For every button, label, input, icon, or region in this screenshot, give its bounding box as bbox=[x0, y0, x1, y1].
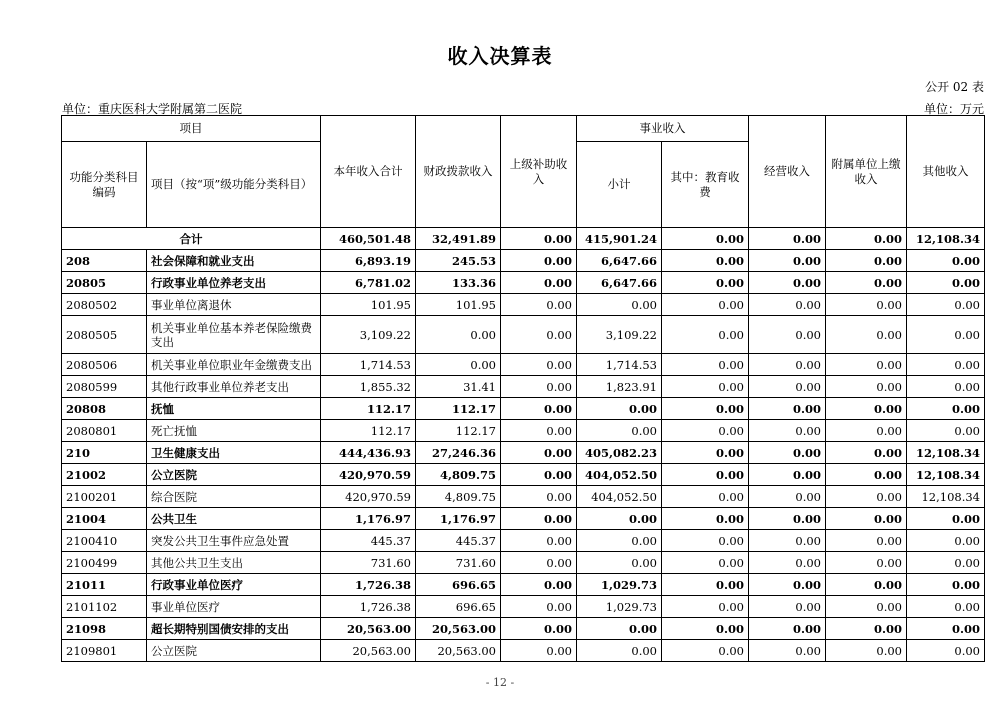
total-cell: 0.00 bbox=[501, 228, 577, 250]
row-value: 0.00 bbox=[662, 294, 749, 316]
row-value: 0.00 bbox=[577, 640, 662, 662]
row-value: 1,726.38 bbox=[321, 596, 416, 618]
header-func-code: 功能分类科目编码 bbox=[62, 142, 147, 228]
row-value: 0.00 bbox=[907, 596, 985, 618]
row-value: 0.00 bbox=[749, 640, 826, 662]
row-value: 101.95 bbox=[321, 294, 416, 316]
row-value: 404,052.50 bbox=[577, 486, 662, 508]
row-value: 1,176.97 bbox=[321, 508, 416, 530]
table-row bbox=[62, 618, 985, 640]
row-value: 0.00 bbox=[907, 398, 985, 420]
row-value: 0.00 bbox=[749, 354, 826, 376]
row-value: 0.00 bbox=[749, 316, 826, 354]
total-cell: 32,491.89 bbox=[416, 228, 501, 250]
row-code: 2080506 bbox=[62, 354, 147, 376]
row-value: 0.00 bbox=[826, 530, 907, 552]
page-title: 收入决算表 bbox=[447, 44, 553, 68]
row-value: 1,714.53 bbox=[577, 354, 662, 376]
row-value: 3,109.22 bbox=[577, 316, 662, 354]
row-value: 0.00 bbox=[577, 530, 662, 552]
row-value: 27,246.36 bbox=[416, 442, 501, 464]
row-name: 其他行政事业单位养老支出 bbox=[147, 376, 321, 398]
row-code: 2100499 bbox=[62, 552, 147, 574]
row-value: 420,970.59 bbox=[321, 464, 416, 486]
row-value: 1,029.73 bbox=[577, 596, 662, 618]
row-value: 0.00 bbox=[662, 442, 749, 464]
table-row bbox=[62, 508, 985, 530]
row-value: 4,809.75 bbox=[416, 464, 501, 486]
row-value: 0.00 bbox=[501, 464, 577, 486]
row-value: 12,108.34 bbox=[907, 464, 985, 486]
row-value: 0.00 bbox=[826, 420, 907, 442]
row-value: 3,109.22 bbox=[321, 316, 416, 354]
row-name: 卫生健康支出 bbox=[147, 442, 321, 464]
row-value: 0.00 bbox=[749, 508, 826, 530]
row-value: 0.00 bbox=[662, 530, 749, 552]
row-value: 0.00 bbox=[577, 398, 662, 420]
table-row bbox=[62, 574, 985, 596]
table-row bbox=[62, 354, 985, 376]
row-value: 0.00 bbox=[749, 420, 826, 442]
row-value: 112.17 bbox=[416, 420, 501, 442]
table-row bbox=[62, 596, 985, 618]
income-table bbox=[61, 115, 985, 662]
table-row bbox=[62, 272, 985, 294]
row-value: 0.00 bbox=[826, 272, 907, 294]
row-name: 机关事业单位基本养老保险缴费支出 bbox=[147, 316, 321, 354]
row-value: 0.00 bbox=[501, 272, 577, 294]
table-row bbox=[62, 442, 985, 464]
row-value: 101.95 bbox=[416, 294, 501, 316]
row-value: 0.00 bbox=[907, 316, 985, 354]
row-value: 0.00 bbox=[749, 398, 826, 420]
row-value: 0.00 bbox=[662, 486, 749, 508]
row-value: 0.00 bbox=[501, 574, 577, 596]
row-value: 0.00 bbox=[907, 552, 985, 574]
row-name: 死亡抚恤 bbox=[147, 420, 321, 442]
row-value: 0.00 bbox=[749, 596, 826, 618]
row-code: 2080505 bbox=[62, 316, 147, 354]
row-value: 445.37 bbox=[416, 530, 501, 552]
row-value: 20,563.00 bbox=[416, 640, 501, 662]
table-row bbox=[62, 486, 985, 508]
row-value: 0.00 bbox=[826, 464, 907, 486]
row-value: 245.53 bbox=[416, 250, 501, 272]
row-value: 0.00 bbox=[907, 420, 985, 442]
row-value: 0.00 bbox=[826, 316, 907, 354]
total-label: 合计 bbox=[62, 228, 321, 250]
row-name: 社会保障和就业支出 bbox=[147, 250, 321, 272]
row-value: 112.17 bbox=[416, 398, 501, 420]
total-row bbox=[62, 228, 985, 250]
row-value: 0.00 bbox=[749, 552, 826, 574]
row-value: 1,726.38 bbox=[321, 574, 416, 596]
row-code: 2100410 bbox=[62, 530, 147, 552]
row-value: 0.00 bbox=[501, 552, 577, 574]
row-value: 0.00 bbox=[826, 574, 907, 596]
row-name: 抚恤 bbox=[147, 398, 321, 420]
header-fiscal-appropriation: 财政拨款收入 bbox=[416, 116, 501, 228]
row-value: 112.17 bbox=[321, 398, 416, 420]
row-value: 0.00 bbox=[749, 618, 826, 640]
row-code: 21004 bbox=[62, 508, 147, 530]
row-value: 0.00 bbox=[749, 442, 826, 464]
total-cell: 460,501.48 bbox=[321, 228, 416, 250]
row-code: 210 bbox=[62, 442, 147, 464]
table-row bbox=[62, 552, 985, 574]
row-value: 0.00 bbox=[907, 294, 985, 316]
row-value: 1,823.91 bbox=[577, 376, 662, 398]
row-value: 0.00 bbox=[662, 398, 749, 420]
row-value: 6,781.02 bbox=[321, 272, 416, 294]
header-subtotal: 小计 bbox=[577, 142, 662, 228]
row-value: 0.00 bbox=[662, 464, 749, 486]
table-row bbox=[62, 294, 985, 316]
row-value: 0.00 bbox=[907, 250, 985, 272]
total-cell: 0.00 bbox=[826, 228, 907, 250]
row-name: 公立医院 bbox=[147, 464, 321, 486]
total-cell: 0.00 bbox=[662, 228, 749, 250]
row-value: 0.00 bbox=[501, 250, 577, 272]
row-code: 20805 bbox=[62, 272, 147, 294]
row-code: 21011 bbox=[62, 574, 147, 596]
row-name: 行政事业单位养老支出 bbox=[147, 272, 321, 294]
row-value: 0.00 bbox=[501, 294, 577, 316]
row-value: 0.00 bbox=[501, 486, 577, 508]
row-value: 0.00 bbox=[749, 250, 826, 272]
table-row bbox=[62, 420, 985, 442]
row-code: 2080502 bbox=[62, 294, 147, 316]
row-value: 0.00 bbox=[907, 530, 985, 552]
row-value: 0.00 bbox=[662, 508, 749, 530]
row-value: 0.00 bbox=[907, 376, 985, 398]
table-row bbox=[62, 316, 985, 354]
row-value: 0.00 bbox=[577, 420, 662, 442]
row-value: 0.00 bbox=[416, 316, 501, 354]
row-value: 420,970.59 bbox=[321, 486, 416, 508]
row-value: 0.00 bbox=[826, 596, 907, 618]
row-name: 公共卫生 bbox=[147, 508, 321, 530]
row-code: 2109801 bbox=[62, 640, 147, 662]
row-code: 20808 bbox=[62, 398, 147, 420]
row-value: 0.00 bbox=[907, 640, 985, 662]
row-value: 0.00 bbox=[501, 530, 577, 552]
row-value: 0.00 bbox=[749, 464, 826, 486]
row-value: 0.00 bbox=[826, 552, 907, 574]
row-value: 0.00 bbox=[826, 486, 907, 508]
row-value: 0.00 bbox=[826, 294, 907, 316]
row-name: 行政事业单位医疗 bbox=[147, 574, 321, 596]
row-value: 0.00 bbox=[416, 354, 501, 376]
table-row bbox=[62, 464, 985, 486]
row-value: 0.00 bbox=[501, 618, 577, 640]
header-project-name: 项目（按“项”级功能分类科目） bbox=[147, 142, 321, 228]
header-operating-income: 经营收入 bbox=[749, 116, 826, 228]
row-value: 731.60 bbox=[416, 552, 501, 574]
row-value: 0.00 bbox=[662, 596, 749, 618]
row-value: 0.00 bbox=[662, 640, 749, 662]
row-value: 731.60 bbox=[321, 552, 416, 574]
row-value: 0.00 bbox=[501, 508, 577, 530]
row-value: 445.37 bbox=[321, 530, 416, 552]
row-value: 0.00 bbox=[662, 272, 749, 294]
row-value: 0.00 bbox=[826, 398, 907, 420]
header-project: 项目 bbox=[62, 116, 321, 142]
row-value: 0.00 bbox=[826, 376, 907, 398]
row-value: 0.00 bbox=[501, 376, 577, 398]
row-value: 0.00 bbox=[826, 354, 907, 376]
row-value: 0.00 bbox=[501, 640, 577, 662]
table-row bbox=[62, 376, 985, 398]
total-cell: 12,108.34 bbox=[907, 228, 985, 250]
total-cell: 415,901.24 bbox=[577, 228, 662, 250]
row-value: 696.65 bbox=[416, 574, 501, 596]
row-value: 0.00 bbox=[907, 574, 985, 596]
row-value: 0.00 bbox=[662, 574, 749, 596]
row-value: 0.00 bbox=[826, 618, 907, 640]
row-value: 133.36 bbox=[416, 272, 501, 294]
row-value: 6,893.19 bbox=[321, 250, 416, 272]
row-value: 6,647.66 bbox=[577, 250, 662, 272]
row-value: 1,029.73 bbox=[577, 574, 662, 596]
row-code: 2101102 bbox=[62, 596, 147, 618]
row-value: 0.00 bbox=[662, 354, 749, 376]
page-number: - 12 - bbox=[485, 676, 515, 689]
row-code: 21098 bbox=[62, 618, 147, 640]
table-row bbox=[62, 250, 985, 272]
row-value: 0.00 bbox=[662, 376, 749, 398]
row-value: 20,563.00 bbox=[321, 640, 416, 662]
row-value: 0.00 bbox=[749, 294, 826, 316]
row-value: 112.17 bbox=[321, 420, 416, 442]
row-code: 2080599 bbox=[62, 376, 147, 398]
row-value: 0.00 bbox=[907, 272, 985, 294]
row-value: 12,108.34 bbox=[907, 486, 985, 508]
header-other-income: 其他收入 bbox=[907, 116, 985, 228]
row-value: 1,714.53 bbox=[321, 354, 416, 376]
row-value: 404,052.50 bbox=[577, 464, 662, 486]
row-code: 208 bbox=[62, 250, 147, 272]
row-value: 696.65 bbox=[416, 596, 501, 618]
row-name: 综合医院 bbox=[147, 486, 321, 508]
row-value: 0.00 bbox=[662, 316, 749, 354]
row-value: 0.00 bbox=[501, 398, 577, 420]
row-value: 444,436.93 bbox=[321, 442, 416, 464]
row-value: 0.00 bbox=[662, 552, 749, 574]
row-value: 0.00 bbox=[501, 442, 577, 464]
table-code-label: 公开 02 表 bbox=[925, 80, 984, 94]
row-value: 0.00 bbox=[577, 618, 662, 640]
row-value: 0.00 bbox=[826, 442, 907, 464]
header-superior-subsidy: 上级补助收入 bbox=[501, 116, 577, 228]
row-value: 0.00 bbox=[662, 618, 749, 640]
row-value: 0.00 bbox=[662, 420, 749, 442]
row-name: 公立医院 bbox=[147, 640, 321, 662]
total-cell: 0.00 bbox=[749, 228, 826, 250]
row-value: 0.00 bbox=[662, 250, 749, 272]
row-value: 0.00 bbox=[577, 294, 662, 316]
row-value: 31.41 bbox=[416, 376, 501, 398]
row-value: 0.00 bbox=[577, 552, 662, 574]
currency-unit-label: 单位：万元 bbox=[923, 102, 984, 116]
row-value: 12,108.34 bbox=[907, 442, 985, 464]
unit-name-label: 单位：重庆医科大学附属第二医院 bbox=[62, 102, 243, 116]
row-value: 6,647.66 bbox=[577, 272, 662, 294]
row-value: 20,563.00 bbox=[416, 618, 501, 640]
row-value: 0.00 bbox=[501, 316, 577, 354]
row-value: 0.00 bbox=[749, 376, 826, 398]
row-name: 机关事业单位职业年金缴费支出 bbox=[147, 354, 321, 376]
row-value: 0.00 bbox=[907, 354, 985, 376]
row-value: 1,176.97 bbox=[416, 508, 501, 530]
row-code: 2100201 bbox=[62, 486, 147, 508]
table-row bbox=[62, 640, 985, 662]
row-value: 4,809.75 bbox=[416, 486, 501, 508]
row-value: 0.00 bbox=[826, 640, 907, 662]
table-row bbox=[62, 398, 985, 420]
row-value: 0.00 bbox=[826, 250, 907, 272]
row-value: 0.00 bbox=[501, 596, 577, 618]
row-value: 405,082.23 bbox=[577, 442, 662, 464]
row-code: 21002 bbox=[62, 464, 147, 486]
header-business-income: 事业收入 bbox=[577, 116, 749, 142]
row-value: 0.00 bbox=[577, 508, 662, 530]
row-value: 0.00 bbox=[749, 486, 826, 508]
row-value: 0.00 bbox=[749, 574, 826, 596]
row-name: 事业单位医疗 bbox=[147, 596, 321, 618]
header-total-income: 本年收入合计 bbox=[321, 116, 416, 228]
row-name: 其他公共卫生支出 bbox=[147, 552, 321, 574]
row-value: 1,855.32 bbox=[321, 376, 416, 398]
row-name: 超长期特别国债安排的支出 bbox=[147, 618, 321, 640]
row-value: 0.00 bbox=[749, 272, 826, 294]
header-education-fee: 其中：教育收费 bbox=[662, 142, 749, 228]
row-name: 突发公共卫生事件应急处置 bbox=[147, 530, 321, 552]
row-value: 20,563.00 bbox=[321, 618, 416, 640]
table-row bbox=[62, 530, 985, 552]
row-name: 事业单位离退休 bbox=[147, 294, 321, 316]
row-value: 0.00 bbox=[501, 354, 577, 376]
row-code: 2080801 bbox=[62, 420, 147, 442]
row-value: 0.00 bbox=[907, 508, 985, 530]
row-value: 0.00 bbox=[501, 420, 577, 442]
row-value: 0.00 bbox=[907, 618, 985, 640]
header-affiliated-income: 附属单位上缴收入 bbox=[826, 116, 907, 228]
row-value: 0.00 bbox=[826, 508, 907, 530]
row-value: 0.00 bbox=[749, 530, 826, 552]
